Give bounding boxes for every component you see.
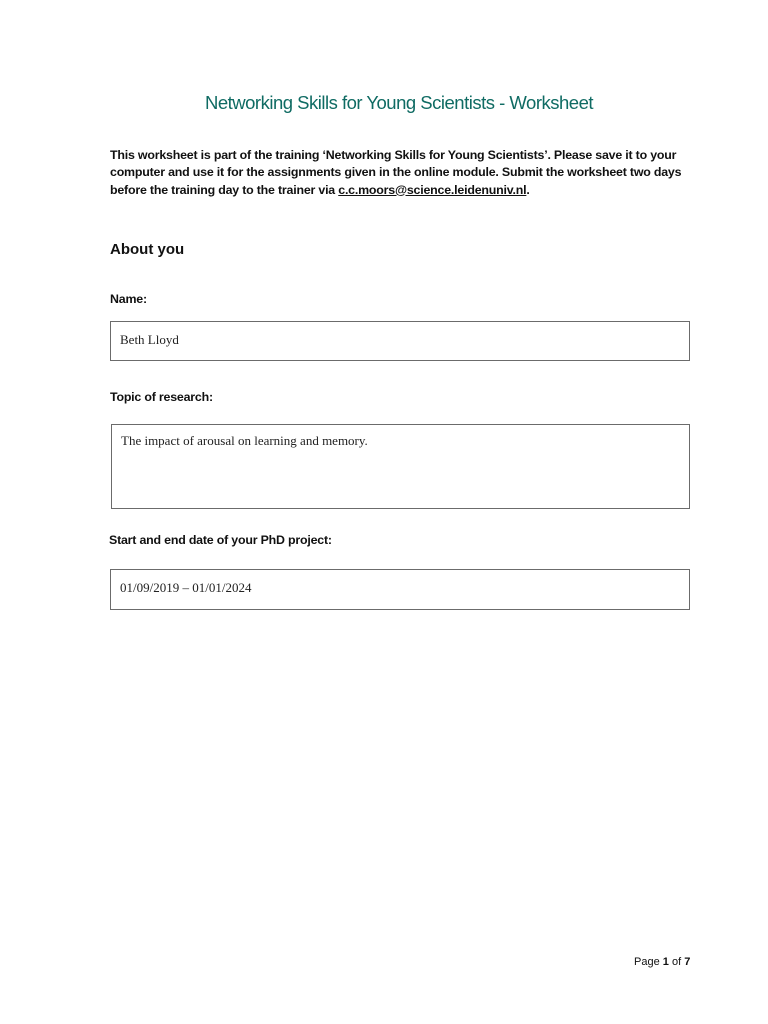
intro-line-3-suffix: .	[526, 182, 530, 197]
name-field[interactable]: Beth Lloyd	[110, 321, 690, 361]
section-heading-about-you: About you	[110, 241, 185, 258]
intro-line-3	[110, 182, 710, 199]
of-word: of	[671, 956, 682, 968]
intro-line-3-prefix: before the training day to the trainer via	[110, 182, 339, 197]
topic-label: Topic of research:	[110, 390, 213, 404]
page-footer	[634, 956, 690, 968]
intro-line-2: computer and use it for the assignments given in the online module. Submit the worksheet two days	[110, 165, 682, 180]
document-title: Networking Skills for Young Scientists - Worksheet	[204, 92, 593, 113]
topic-field[interactable]: The impact of arousal on learning and memory.	[111, 424, 690, 509]
intro-line-1: This worksheet is part of the training ‘Networking Skills for Young Scientists’. Please save it to your	[110, 148, 677, 162]
trainer-email-link[interactable]: c.c.moors@science.leidenuniv.nl	[338, 182, 527, 197]
dates-field[interactable]: 01/09/2019 – 01/01/2024	[110, 569, 690, 610]
total-page-count: 7	[684, 956, 691, 968]
name-label: Name:	[110, 292, 147, 306]
intro-paragraph	[110, 147, 710, 199]
page-word: Page	[634, 956, 660, 968]
dates-label: Start and end date of your PhD project:	[109, 533, 332, 547]
current-page-number: 1	[662, 956, 669, 968]
